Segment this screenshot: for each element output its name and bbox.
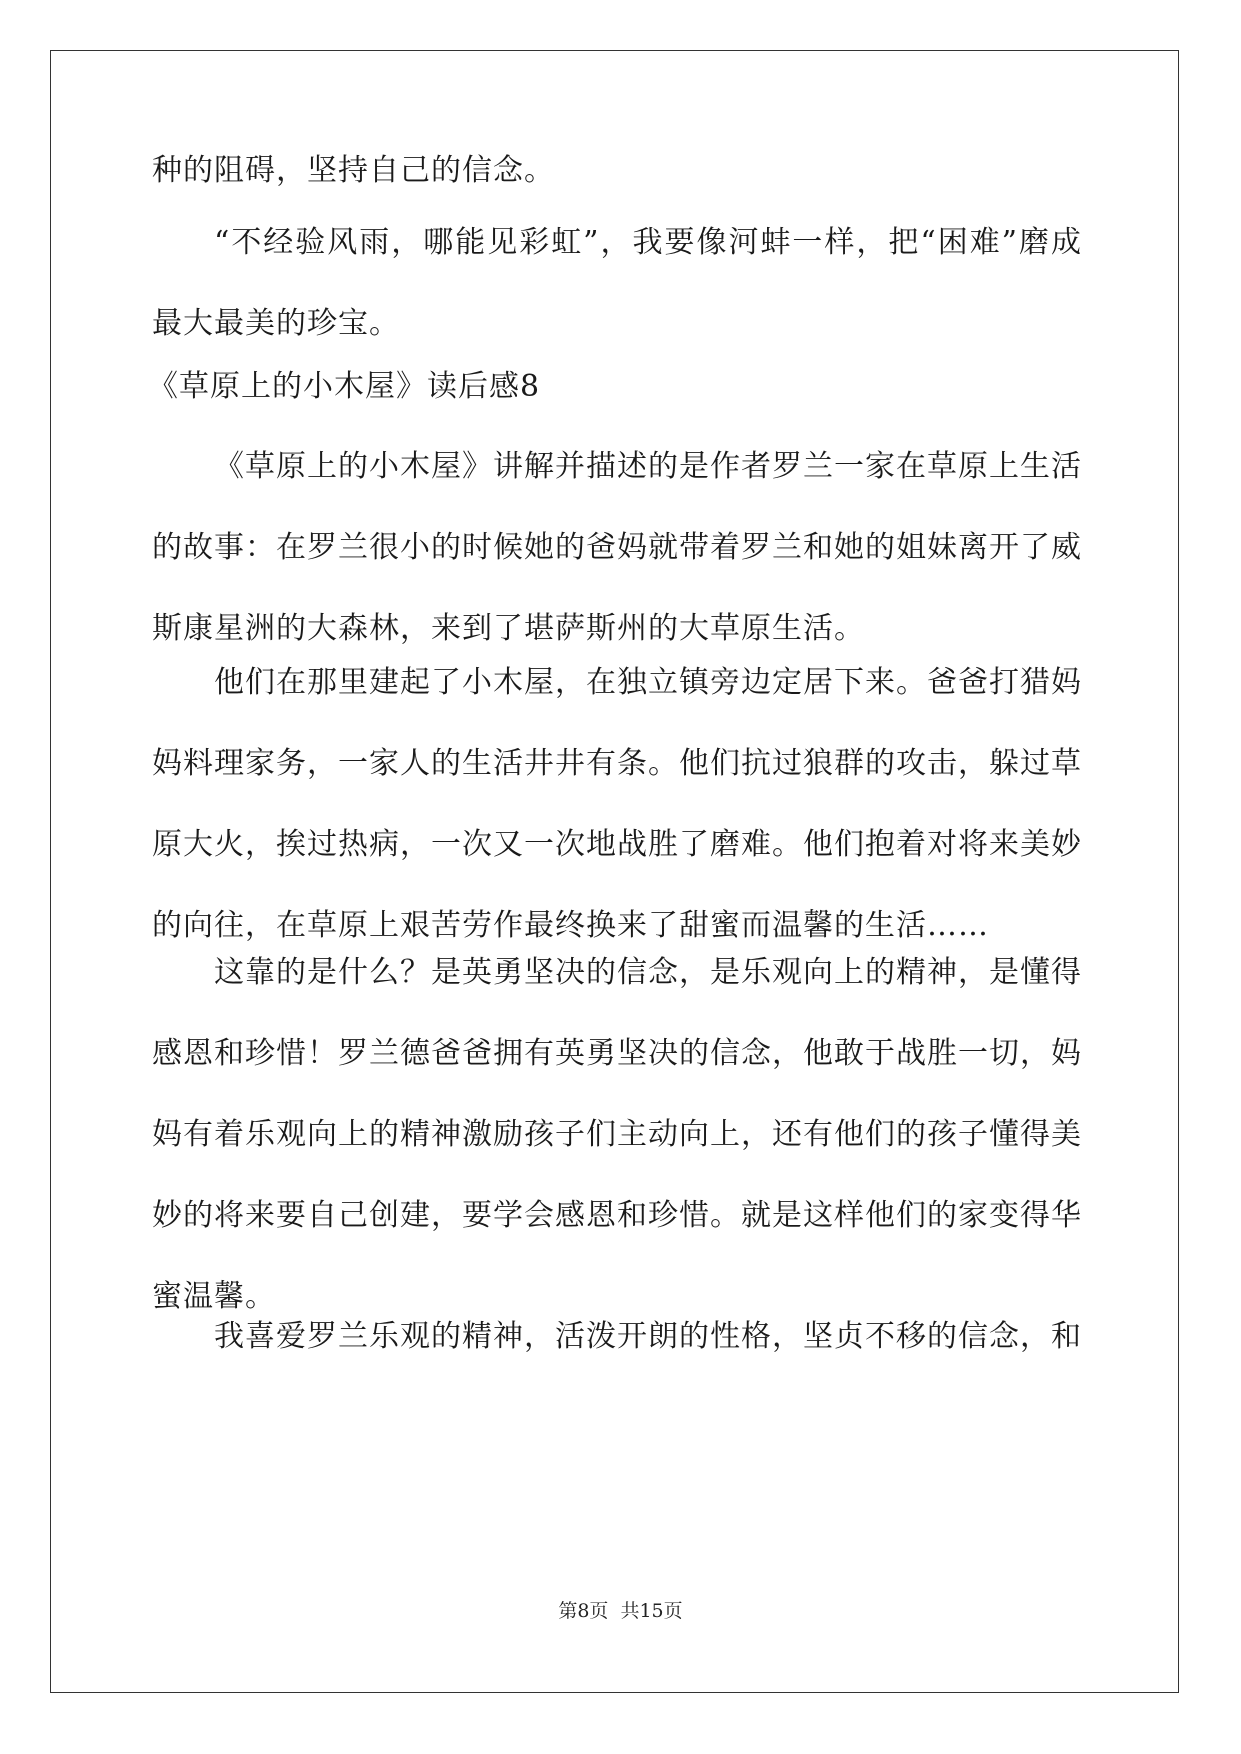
paragraph-intro: 《草原上的小木屋》讲解并描述的是作者罗兰一家在草原上生活的故事：在罗兰很小的时候她的爸妈就带着罗兰和她的姐妹离开了威斯康星洲的大森林，来到了堪萨斯州的大草原生活。 bbox=[152, 449, 1082, 646]
page-footer bbox=[0, 1596, 1241, 1623]
paragraph-continuation: 种的阻碍，坚持自己的信念。 bbox=[152, 153, 555, 188]
paragraph-reflection: 这靠的是什么？是英勇坚决的信念，是乐观向上的精神，是懂得感恩和珍惜！罗兰德爸爸拥有英勇坚决的信念，他敢于战胜一切，妈妈有着乐观向上的精神激励孩子们主动向上，还有他们的孩子懂得美妙的将来要自己创建，要学会感恩和珍惜。就是这样他们的家变得华蜜温馨。 bbox=[152, 955, 1082, 1314]
page-number: 第8页 bbox=[558, 1600, 609, 1622]
section-heading: 《草原上的小木屋》读后感8 bbox=[148, 369, 541, 404]
paragraph-closing: 我喜爱罗兰乐观的精神，活泼开朗的性格，坚贞不移的信念，和 bbox=[214, 1319, 1082, 1354]
paragraph-life: 他们在那里建起了小木屋，在独立镇旁边定居下来。爸爸打猎妈妈料理家务，一家人的生活井井有条。他们抗过狼群的攻击，躲过草原大火，挨过热病，一次又一次地战胜了磨难。他们抱着对将来美妙的向往，在草原上艰苦劳作最终换来了甜蜜而温馨的生活…… bbox=[152, 665, 1082, 943]
page-total: 共15页 bbox=[620, 1600, 683, 1622]
paragraph-rainbow: “不经验风雨，哪能见彩虹”，我要像河蚌一样，把“困难”磨成最大最美的珍宝。 bbox=[152, 225, 1082, 341]
